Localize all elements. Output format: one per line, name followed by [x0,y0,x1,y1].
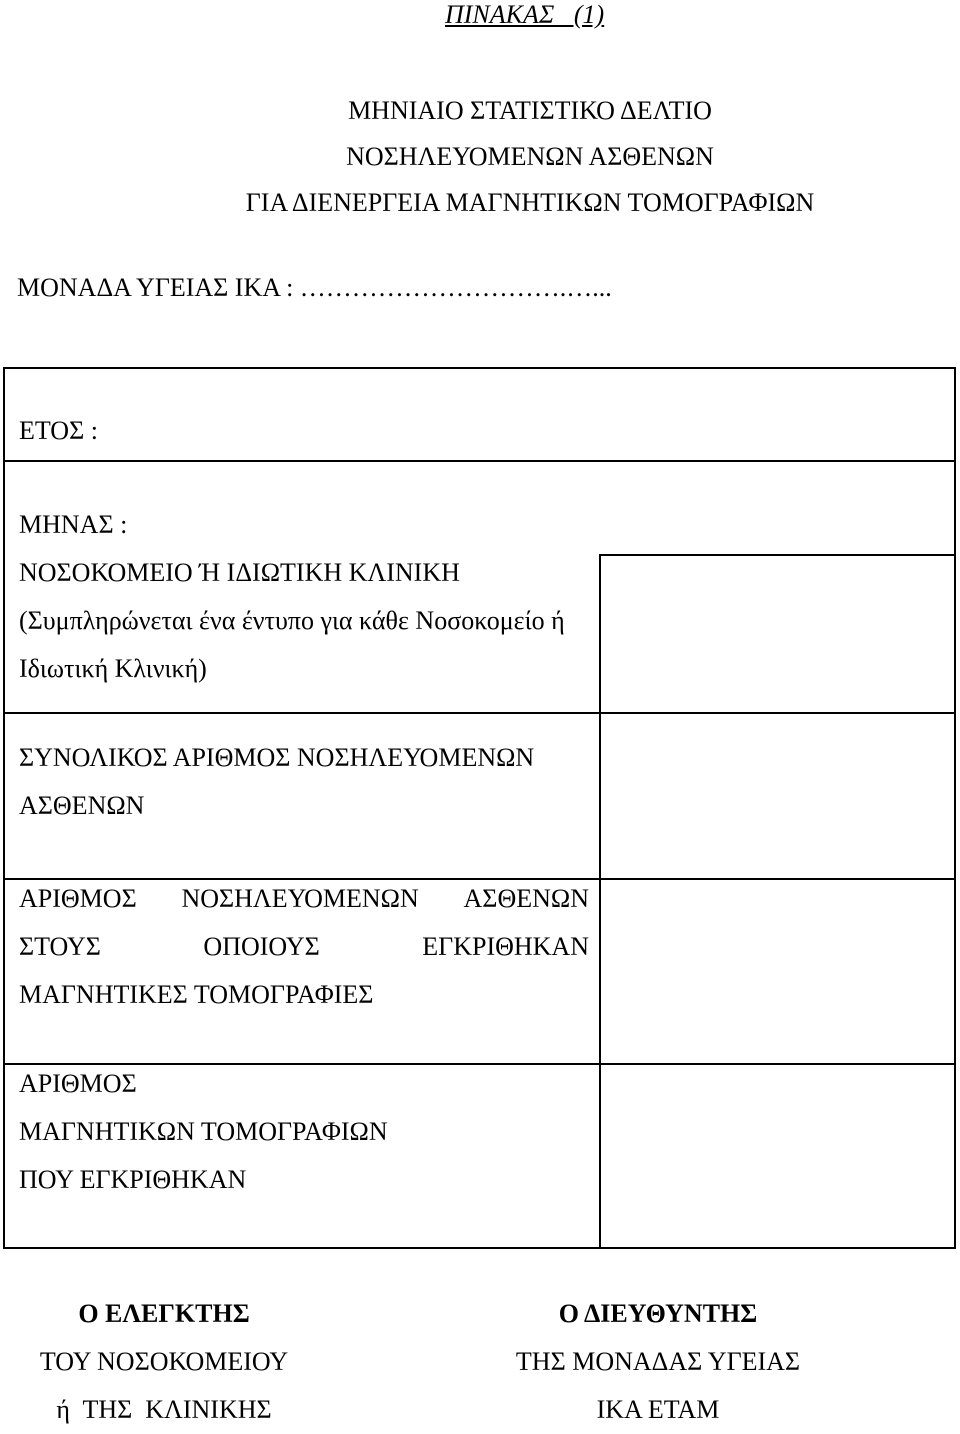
total-patients-label-1: ΣΥΝΟΛΙΚΟΣ ΑΡΙΘΜΟΣ ΝΟΣΗΛΕΥΟΜΕΝΩΝ [19,743,535,772]
total-patients-label-2: ΑΣΘΕΝΩΝ [19,791,145,820]
approved-scans-label-1: ΑΡΙΘΜΟΣ [19,1069,137,1098]
inspector-line-3: ή ΤΗΣ ΚΛΙΝΙΚΗΣ [56,1395,272,1424]
title-line-1: ΜΗΝΙΑΙΟ ΣΤΑΤΙΣΤΙΚΟ ΔΕΛΤΙΟ [348,96,712,125]
word: ΟΠΟΙΟΥΣ [203,932,320,961]
inspector-line-2: ΤΟΥ ΝΟΣΟΚΟΜΕΙΟΥ [39,1347,289,1376]
title-line-2: ΝΟΣΗΛΕΥΟΜΕΝΩΝ ΑΣΘΕΝΩΝ [346,142,714,171]
year-label: ΕΤΟΣ : [19,416,98,445]
inspector-signature-block [14,1290,314,1434]
hospital-note-line-1: (Συμπληρώνεται ένα έντυπο για κάθε Νοσοκομείο ή [19,606,565,635]
month-label: ΜΗΝΑΣ : [19,510,128,539]
approved-scans-label-2: ΜΑΓΝΗΤΙΚΩΝ ΤΟΜΟΓΡΑΦΙΩΝ [19,1117,388,1146]
title-line-3: ΓΙΑ ΔΙΕΝΕΡΓΕΙΑ ΜΑΓΝΗΤΙΚΩΝ ΤΟΜΟΓΡΑΦΙΩΝ [245,188,815,217]
director-line-3: ΙΚΑ ΕΤΑΜ [596,1395,720,1424]
director-signature-block [498,1290,818,1434]
statistics-form-table [3,367,956,1249]
word: ΕΓΚΡΙΘΗΚΑΝ [422,932,589,961]
hospital-note-line-2: Ιδιωτική Κλινική) [19,654,207,683]
row-divider [600,554,954,556]
word: ΑΡΙΘΜΟΣ [19,884,137,913]
approved-patients-label [19,875,589,1019]
document-titles [0,88,960,226]
word: ΣΤΟΥΣ [19,932,101,961]
approved-scans-label-3: ΠΟΥ ΕΓΚΡΙΘΗΚΑΝ [19,1165,247,1194]
director-line-2: ΤΗΣ ΜΟΝΑΔΑΣ ΥΓΕΙΑΣ [515,1347,801,1376]
hospital-label: ΝΟΣΟΚΟΜΕΙΟ Ή ΙΔΙΩΤΙΚΗ ΚΛΙΝΙΚΗ [19,558,460,587]
word: ΝΟΣΗΛΕΥΟΜΕΝΩΝ [181,884,419,913]
row-divider [5,1063,954,1065]
table-label: ΠΙΝΑΚΑΣ (1) [445,0,605,29]
column-divider [599,554,601,1247]
inspector-title: Ο ΕΛΕΓΚΤΗΣ [78,1299,250,1328]
row-divider [5,460,954,462]
row-divider [5,712,954,714]
word: ΑΣΘΕΝΩΝ [463,884,589,913]
line: ΜΑΓΝΗΤΙΚΕΣ ΤΟΜΟΓΡΑΦΙΕΣ [19,980,374,1009]
health-unit-field: ΜΟΝΑΔΑ ΥΓΕΙΑΣ ΙΚΑ : ………………………….…... [17,273,612,302]
director-title: Ο ΔΙΕΥΘΥΝΤΗΣ [558,1299,758,1328]
